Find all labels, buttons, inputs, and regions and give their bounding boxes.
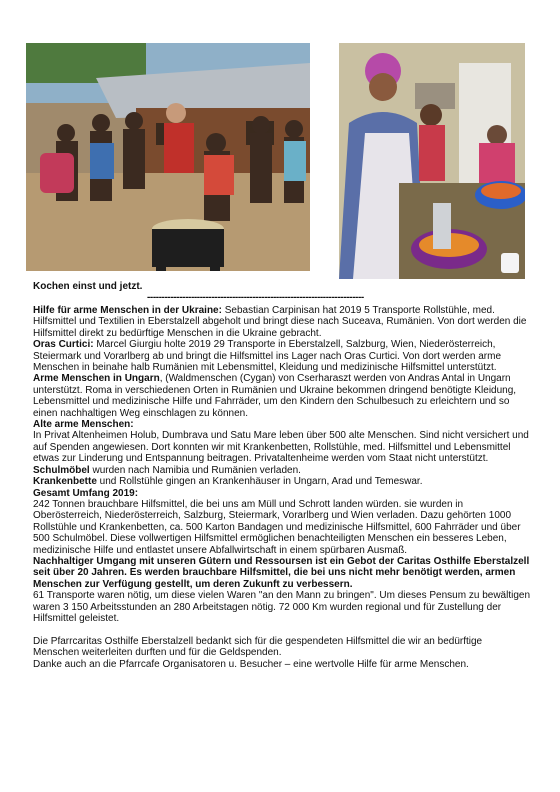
heading-ukraine: Hilfe für arme Menschen in der Ukraine: (33, 305, 222, 316)
heading-gesamt-umfang: Gesamt Umfang 2019: (33, 487, 139, 499)
text-ukraine: Sebastian Carpinisan hat 2019 5 Transporte Rollstühle, med. Hilfsmittel und Textilien in Eberstalzell abgeholt und bringt diese nach Suceava, Rumänien. Von dort werden die Hilfsmittel direkt zu bedürftige Menschen in die Ukraine gebracht. (33, 305, 527, 339)
text-nachhaltiger-umgang: Nachhaltiger Umgang mit unseren Gütern und Ressoursen ist ein Gebot der Caritas Osthilfe Eberstalzell seit über 20 Jahren. Es werden brauchbare Hilfsmittel, die bei uns nicht mehr benötigt werden, armen Menschen zur Verfügung gestellt, um deren Zukunft zu verbessern. (33, 555, 530, 590)
article-body (33, 305, 531, 670)
spacer (33, 624, 531, 635)
text-oras-curtici: Marcel Giurgiu holte 2019 29 Transporte in Eberstalzell, Salzburg, Wien, Niederösterreich, Steiermark und Vorarlberg ab und bringt die Hilfsmittel ins Lager nach Oras Curtici. Von dort werden arme Menschen in beinahe halb Rumänien mit Lebensmittel, Kleidung und medizinische Hilfsmittel unterstützt. (33, 339, 502, 374)
heading-ungarn: Arme Menschen in Ungarn (33, 373, 160, 385)
paragraph-ungarn (33, 373, 531, 419)
text-dank-spenden: Die Pfarrcaritas Osthilfe Eberstalzell bedankt sich für die gespendeten Hilfsmittel die wir an bedürftige Menschen weiterleiten durften und für die Geldspenden. (33, 635, 483, 659)
photo-outdoor-cooking (26, 43, 310, 271)
text-transporte: 61 Transporte waren nötig, um diese vielen Waren "an den Mann zu bringen". Um dieses Pensum zu bewältigen waren 3 150 Arbeitsstunden an 280 Arbeitstagen nötig. 72 000 Km wurden regional und für Zustellung der Hilfsmittel geleistet. (33, 590, 531, 624)
text-dank-pfarrcafe: Danke auch an die Pfarrcafe Organisatoren u. Besucher – eine wertvolle Hilfe für arme Menschen. (33, 658, 469, 670)
text-schulmoebel: wurden nach Namibia und Rumänien verladen. (89, 464, 301, 476)
heading-oras-curtici: Oras Curtici: (33, 339, 94, 351)
separator-line: -------------------------------------------------------------------------- (147, 292, 364, 303)
text-gesamt-umfang: 242 Tonnen brauchbare Hilfsmittel, die bei uns am Müll und Schrott landen würden. sie wurden in Oberösterreich, Niederösterreich, Salzburg, Steiermark, Vorarlberg und Wien verladen. Dazu gehörten 1000 Rollstühle und Krankenbetten, ca. 500 Karton Bandagen und medizinische Hilfsmittel, 600 Fahrräder und über 500 Schulmöbel. Diese vollwertigen Hilfsmittel ermöglichen benachteiligten Menschen ein besseres Leben, medizinische Hilfe und entlastet unsere Abfallwirtschaft in einem spürbaren Ausmaß. (33, 498, 521, 556)
text-ungarn: , (Waldmenschen (Cygan) von Cserharaszt werden von Andras Antal in Ungarn unterstützt. Roma in verschiedenen Orten in Rumänien und Ukraine bekommen dringend benötigte Kleidung, Lebensmittel und medizinische Hilfe und Fahrräder, um den Kindern den Schulbesuch zu erleichtern und so einen nachhaltigen Weg einschlagen zu können. (33, 373, 517, 419)
heading-schulmoebel: Schulmöbel (33, 464, 90, 476)
heading-alte-menschen: Alte arme Menschen: (33, 419, 134, 431)
text-krankenbette: und Rollstühle gingen an Krankenhäuser in Ungarn, Arad und Temeswar. (96, 476, 423, 488)
paragraph-oras-curtici (33, 339, 531, 373)
paragraph-schulmoebel (33, 465, 531, 476)
paragraph-ukraine (33, 305, 531, 339)
paragraph-krankenbette (33, 476, 531, 487)
text-alte-menschen: In Privat Altenheimen Holub, Dumbrava und Satu Mare leben über 500 alte Menschen. Sind nicht versichert und auf Spenden angewiesen. Dort konnten wir mit Krankenbetten, Rollstühle, med. Hilfsmittel und Lebensmittel etwas zur Linderung und Entspannung beitragen. Privataltenheime werden vom Staat nicht unterstützt. (33, 430, 529, 465)
heading-krankenbette: Krankenbette (33, 476, 97, 488)
photo-caption: Kochen einst und jetzt. (33, 281, 143, 292)
photo-kitchen-grating (339, 43, 525, 279)
